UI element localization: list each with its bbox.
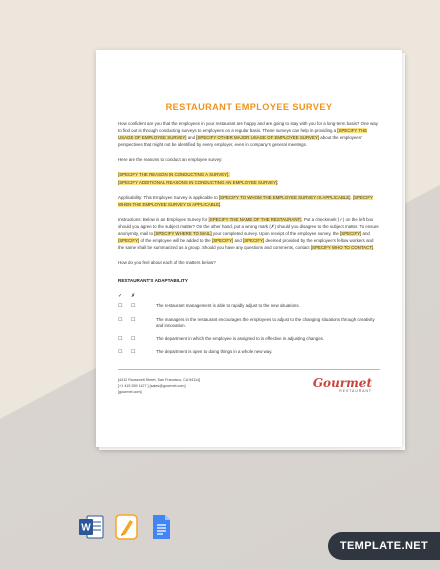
app-icons-row — [79, 514, 174, 540]
cross-icon: ✗ — [131, 293, 136, 300]
gourmet-logo — [313, 377, 372, 395]
footer-website: [gourmet.com] — [118, 390, 142, 395]
placeholder-highlight: [SPECIFY] — [211, 238, 234, 244]
checkmark-icon: ✓ — [118, 293, 123, 300]
reasons-list — [118, 171, 380, 185]
document-footer — [118, 377, 380, 395]
disagree-checkbox[interactable]: ☐ — [131, 303, 136, 310]
document-title: RESTAURANT EMPLOYEE SURVEY — [165, 102, 333, 112]
instructions-paragraph: Instructions: Below is an Employee Survey for [SPECIFY THE NAME OF THE RESTAURANT]. Put a checkmark (✓) on the left box should you agree to the subject matter? On the other hand, put a wrong mark (✗) should you disagree to the subject matter. To ensure anonymity, mail to [SPECIFY WHERE TO MAIL] your completed survey. Upon receipt of the employee survey, the [SPECIFY] and [SPECIFY] of the employee will be added to the [SPECIFY] and [SPECIFY] deemed provided by the employee's fellow workers and the same shall be summarized as a group. Should you have any questions and comments, contact [SPECIFY WHO TO CONTACT]. — [118, 216, 379, 251]
template-net-badge[interactable]: TEMPLATE.NET — [328, 532, 440, 560]
logo-subtitle: RESTAURANT — [339, 389, 372, 394]
pages-icon[interactable] — [114, 514, 139, 540]
placeholder-highlight: [SPECIFY WHERE TO MAIL] — [154, 231, 212, 237]
placeholder-highlight: [SPECIFY THE USAGE OF EMPLOYEE SURVEY] — [118, 128, 368, 141]
survey-item-text: The managers in the restaurant encourages the employees to adjust to the changing situations through creativity and innovation. — [156, 316, 375, 328]
agree-checkbox[interactable]: ☐ — [118, 303, 123, 310]
placeholder-highlight: [SPECIFY THE NAME OF THE RESTAURANT] — [208, 216, 302, 222]
disagree-checkbox[interactable]: ☐ — [131, 316, 136, 323]
placeholder-highlight: [SPECIFY] — [340, 231, 362, 237]
footer-divider — [118, 369, 380, 370]
footer-address: [4412 Roosevelt Street, San Francisco, CA 94114] — [118, 378, 201, 383]
footer-address-block — [118, 377, 200, 395]
pages-icon-graphic — [114, 514, 139, 540]
reasons-intro: Here are the reasons to conduct an employee survey: — [118, 157, 223, 163]
survey-item-text: The department in which the employee is assigned to is effective in adjusting changes. — [156, 336, 325, 342]
check-column-headers — [118, 293, 380, 299]
placeholder-highlight: [SPECIFY WHO TO CONTACT] — [310, 245, 374, 251]
survey-item — [118, 336, 380, 342]
word-icon-graphic — [79, 514, 104, 540]
placeholder-highlight: [SPECIFY] — [118, 238, 140, 244]
docs-icon[interactable] — [149, 514, 174, 540]
section-title: RESTAURANT'S ADAPTABILITY — [118, 278, 188, 284]
placeholder-highlight: [SPECIFY WHEN THE EMPLOYEE SURVEY IS APPLICABLE] — [118, 194, 373, 207]
reason-item: [SPECIFY THE REASON IN CONDUCTING A SURVEY]. — [118, 172, 230, 178]
survey-items — [118, 303, 380, 355]
disagree-checkbox[interactable]: ☐ — [131, 336, 136, 343]
placeholder-highlight: [SPECIFY TO WHOM THE EMPLOYEE SURVEY IS APPLICABLE] — [218, 194, 351, 200]
agree-checkbox[interactable]: ☐ — [118, 336, 123, 343]
survey-question: How do you feel about each of the matters below? — [118, 260, 216, 266]
applicability-paragraph: Applicability: This Employee Survey is applicable to [SPECIFY TO WHOM THE EMPLOYEE SURVEY IS APPLICABLE]. [SPECIFY WHEN THE EMPLOYEE SURVEY IS APPLICABLE]. — [118, 194, 373, 207]
survey-item-text: The department is open to doing things in a whole new way. — [156, 349, 273, 355]
footer-contact: [+1 415 359 1127 ] [sales@gourmet.com] — [118, 384, 186, 389]
word-icon[interactable] — [79, 514, 104, 540]
logo-word: Gourmet — [312, 376, 372, 391]
reason-item: [SPECIFY ADDITIONAL REASONS IN CONDUCTING AN EMPLOYEE SURVEY]. — [118, 179, 279, 185]
agree-checkbox[interactable]: ☐ — [118, 316, 123, 323]
document-page — [96, 50, 402, 447]
docs-icon-graphic — [149, 514, 174, 540]
agree-checkbox[interactable]: ☐ — [118, 349, 123, 356]
word-icon-letter: W — [81, 522, 91, 534]
intro-paragraph: How confident are you that the employees in your restaurant are happy and are going to stay with you for a long-term basis? One way to find out is through conducting surveys to employees on a regular basis. These surveys can help in providing a [SPECIFY THE USAGE OF EMPLOYEE SURVEY] and [SPECIFY OTHER MAJOR USAGE OF EMPLOYEE SURVEY] about the employees' perspectives that might not be identified by every employer, even in company's general meetings. — [118, 121, 378, 148]
placeholder-highlight: [SPECIFY] — [242, 238, 265, 244]
survey-item — [118, 349, 380, 355]
disagree-checkbox[interactable]: ☐ — [131, 349, 136, 356]
survey-item — [118, 303, 380, 309]
survey-item-text: The restaurant management is able to rapidly adjust to the new situations. — [156, 303, 300, 309]
placeholder-highlight: [SPECIFY OTHER MAJOR USAGE OF EMPLOYEE SURVEY] — [196, 135, 320, 141]
survey-item — [118, 317, 380, 329]
